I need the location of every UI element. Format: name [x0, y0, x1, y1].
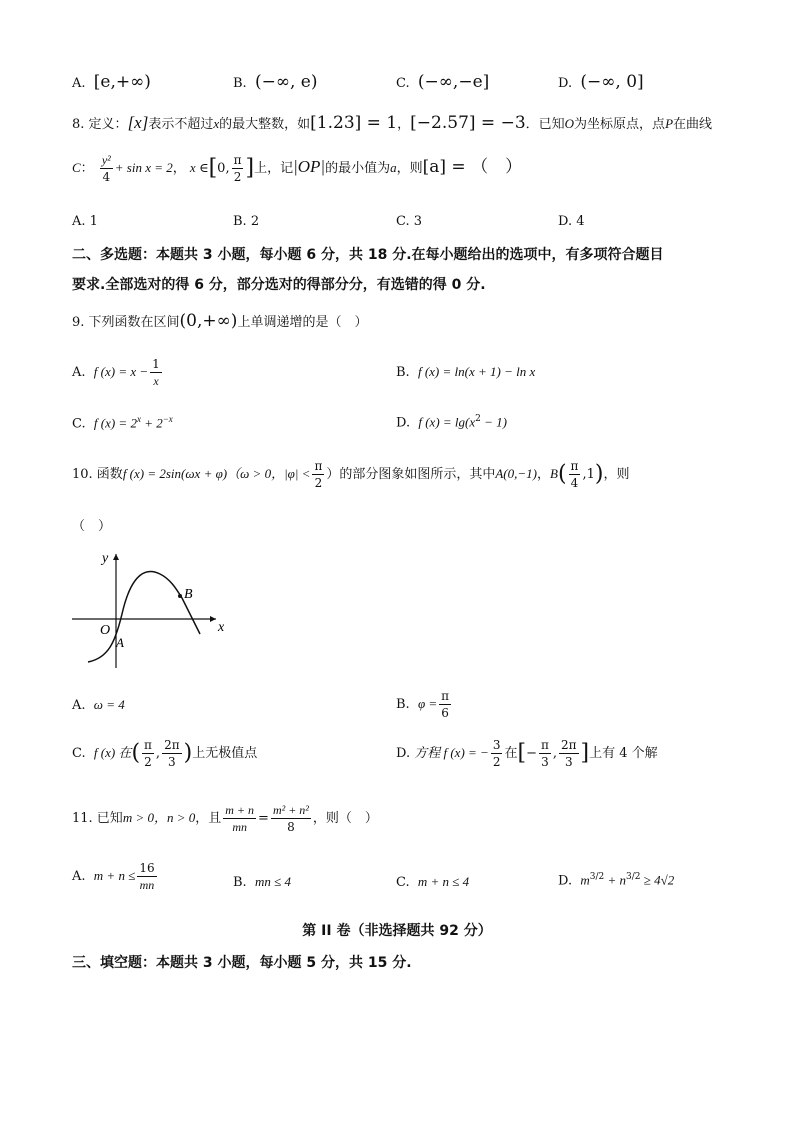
- q10-option-c: C. f (x) 在( $\frac{\pi}{2}$ , $\frac{2\pi}{3}$ )上无极值点: [72, 738, 258, 769]
- q9-option-a: A. f (x) = x − $\frac{1}{x}$: [72, 357, 160, 388]
- q7-option-b: B. (−∞, e): [233, 72, 318, 92]
- q10-sine-graph: [66, 548, 236, 673]
- x-axis-arrow: [210, 616, 216, 622]
- origin-label: O: [100, 623, 111, 638]
- q8-option-d: D. 4: [558, 214, 585, 229]
- q8-stem-line2: C： $\frac{\text{y²}}{4}$ + sin x = 2， x ∈[0, $\frac{\pi}{2}$ ]上，记|OP|的最小值为a，则[a] = （ ）: [72, 153, 523, 184]
- q9-stem: 9. 下列函数在区间(0,+∞)上单调递增的是（ ）: [72, 311, 368, 331]
- section3-heading: 三、填空题：本题共 3 小题，每小题 5 分，共 15 分.: [72, 955, 412, 971]
- section2-heading-line1: 二、多选题：本题共 3 小题，每小题 6 分，共 18 分.在每小题给出的选项中，有多项符合题目: [72, 247, 664, 263]
- q9-option-d: D. f $(x) = \lg(x^2 - 1)$: [396, 414, 507, 431]
- part2-title: 第 II 卷（非选择题共 92 分）: [302, 923, 492, 939]
- q10-stem-line1: 10. 函数f (x) = 2sin(ωx + φ)（ω > 0，|φ| < $\frac{\pi}{2}$ ）的部分图象如图所示，其中A(0,−1)，B( $\frac{\pi}{4}$ ,1)，则: [72, 459, 630, 490]
- q10-option-d: D. 方程 f (x) = − $\frac{3}{2}$ 在[− $\frac{\pi}{3}$ , $\frac{2\pi}{3}$ ]上有 4 个解: [396, 738, 658, 769]
- y-axis-arrow: [113, 554, 119, 560]
- point-a-label: A: [116, 635, 124, 650]
- q7-option-c: C. (−∞,−e]: [396, 72, 490, 92]
- point-b-label: B: [184, 587, 193, 602]
- q11-option-c: C. m + n ≤ 4: [396, 874, 470, 890]
- q8-option-c: C. 3: [396, 214, 423, 229]
- q8-option-b: B. 2: [233, 214, 260, 229]
- q10-answer-paren: （ ）: [72, 519, 112, 534]
- q10-option-a: A. ω = 4: [72, 697, 125, 713]
- q7-option-d: D. (−∞, 0]: [558, 72, 644, 92]
- q10-option-b: B. φ = $\frac{\pi}{6}$: [396, 689, 450, 720]
- q11-option-b: B. mn ≤ 4: [233, 874, 291, 890]
- section2-heading-line2: 要求.全部选对的得 6 分，部分选对的得部分分，有选错的得 0 分.: [72, 277, 486, 293]
- x-axis-label: x: [218, 620, 225, 635]
- q11-option-d: D. $m^{3/2} + n^{3/2} \ge 4√2$: [558, 872, 675, 889]
- q8-stem-line1: 8. 定义：[x]表示不超过x的最大整数，如[1.23] = 1，[−2.57] = −3．已知O为坐标原点，点P在曲线: [72, 113, 713, 133]
- q8-option-a: A. 1: [72, 214, 98, 229]
- q11-stem: 11. 已知m > 0，n > 0，且 $\frac{m + n}{mn}$ = $\frac{\text{m² + n²}}{8}$ ，则（ ）: [72, 803, 378, 834]
- q9-option-b: B. f (x) = ln(x + 1) − ln x: [396, 364, 536, 380]
- q11-option-a: A. m + n ≤ $\frac{16}{mn}$: [72, 861, 155, 892]
- q9-option-c: C. f $(x) = 2^x + 2^{-x}$: [72, 414, 173, 432]
- sine-curve: [88, 572, 200, 662]
- q7-option-a: A. [e,+∞): [72, 72, 151, 92]
- point-b-dot: [178, 594, 182, 598]
- y-axis-label: y: [102, 551, 109, 566]
